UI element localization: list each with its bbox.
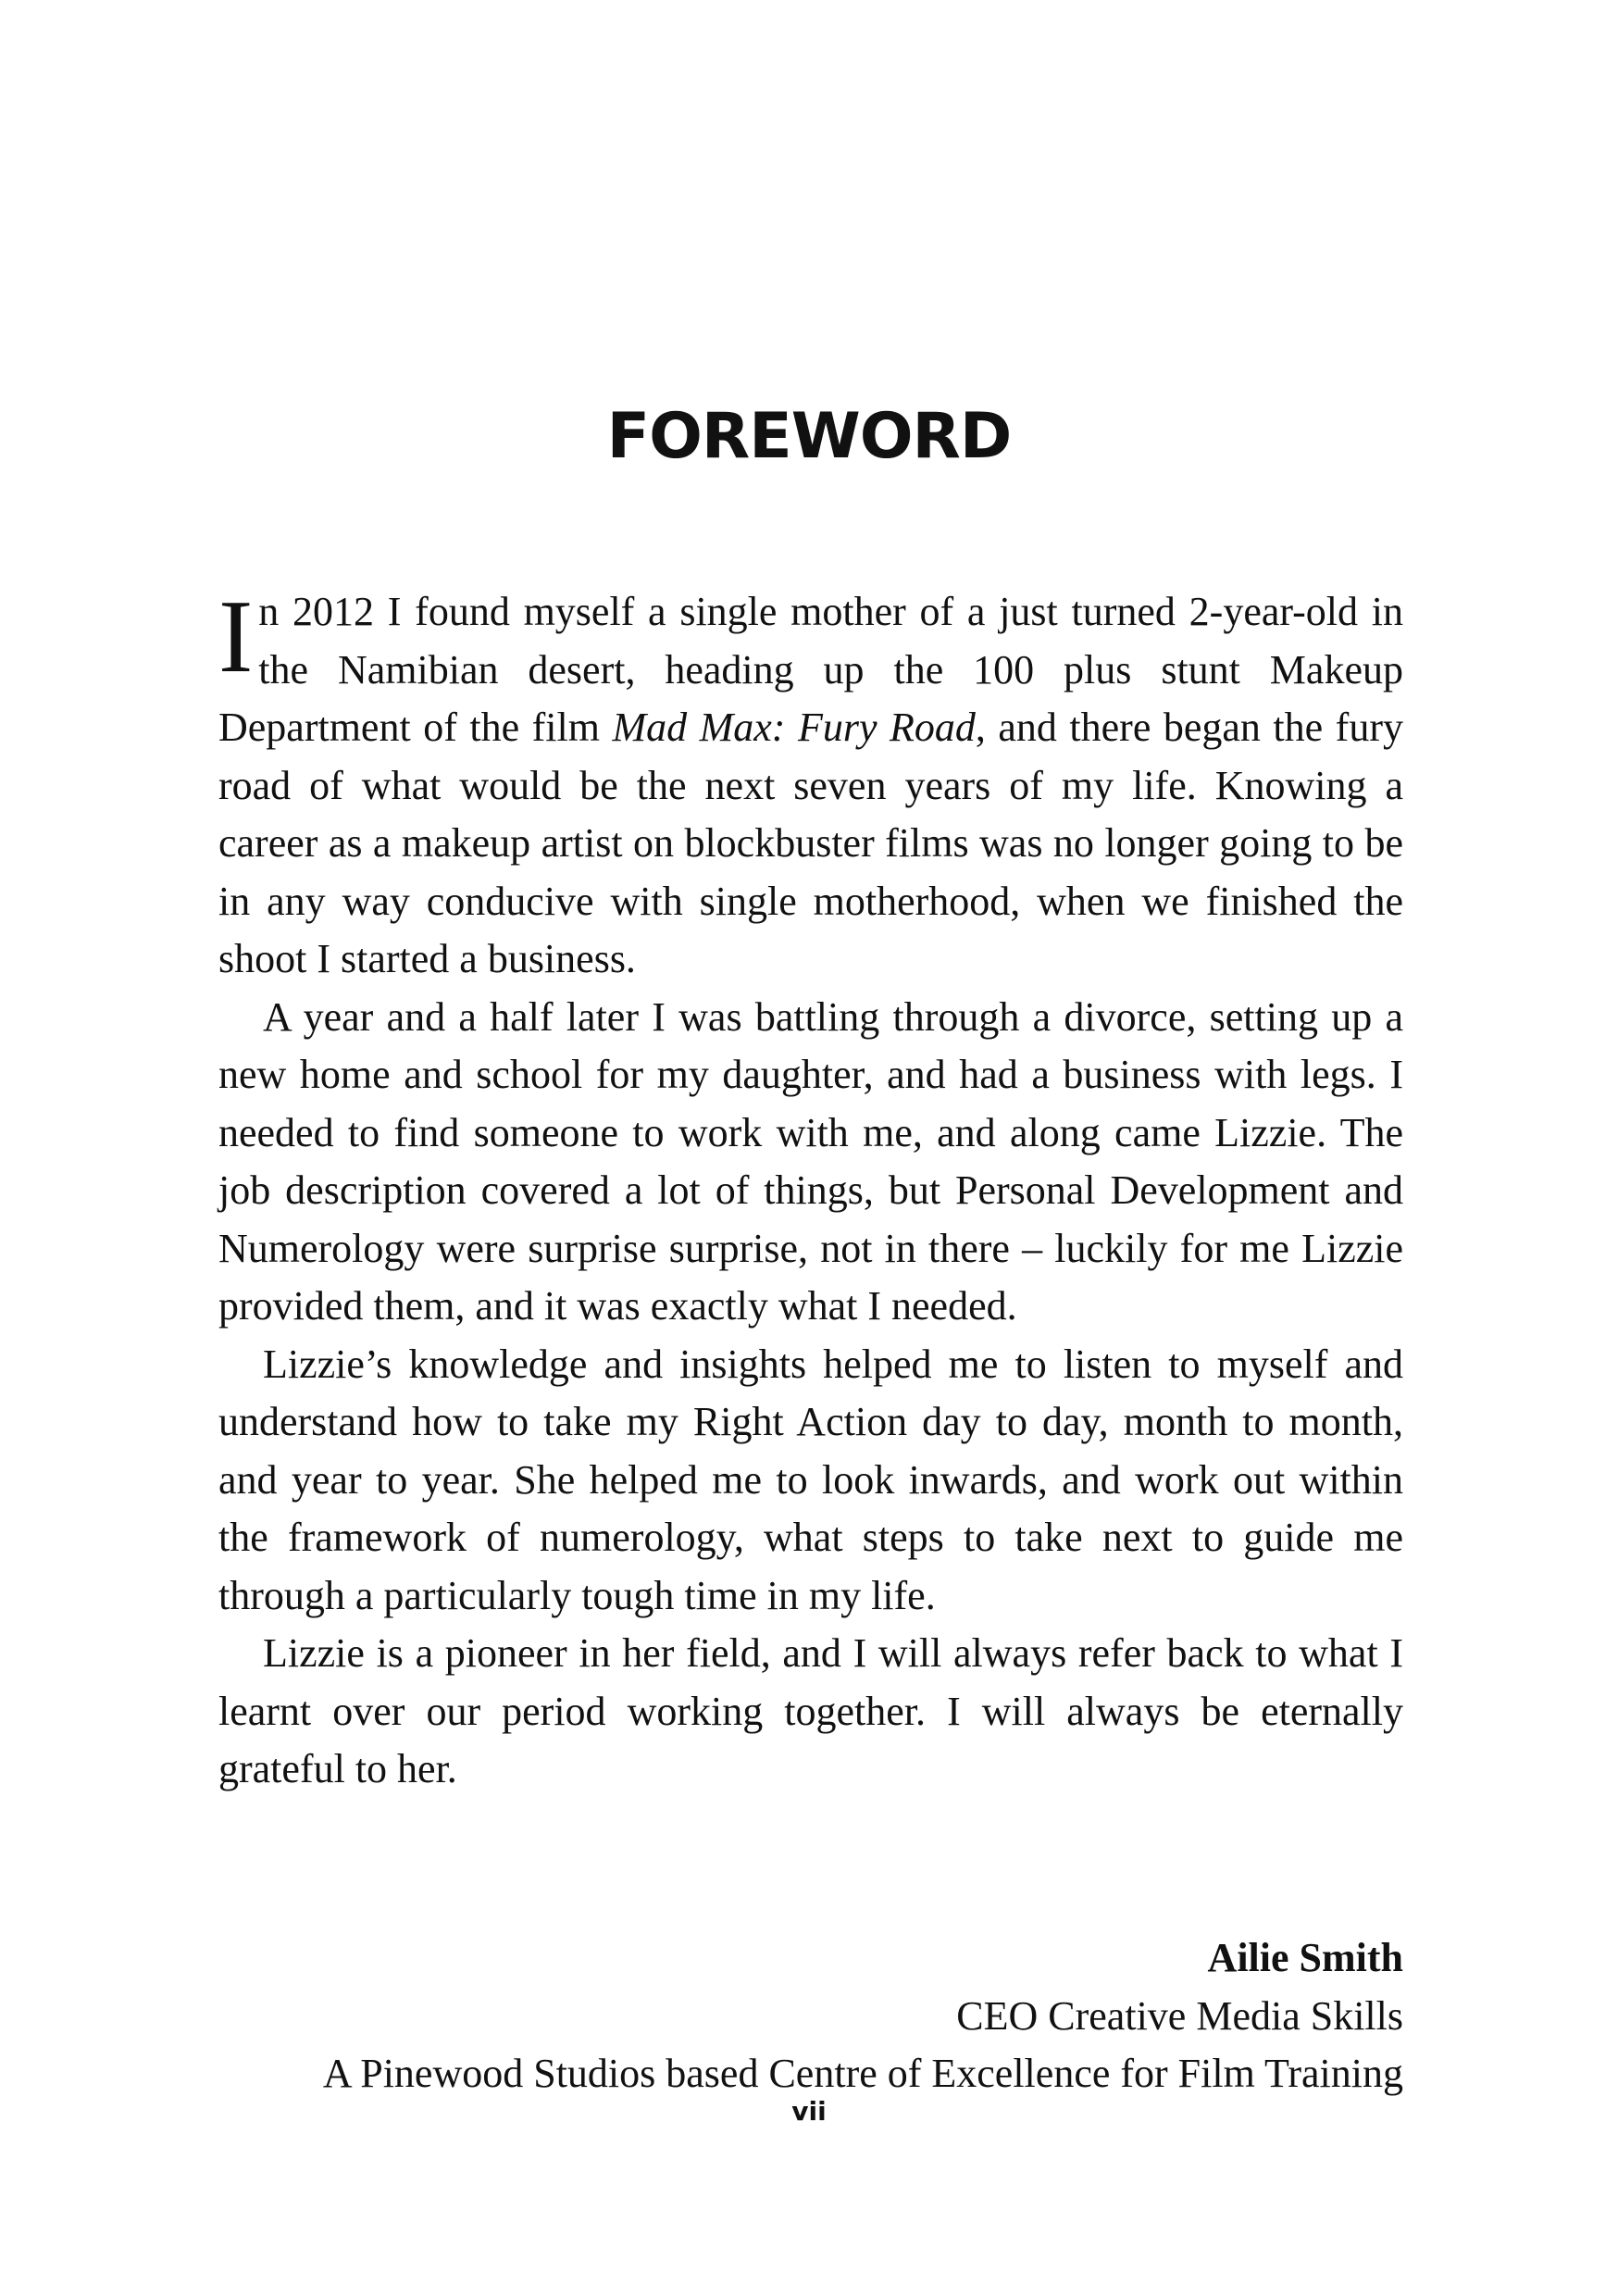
page-number: vii: [791, 2096, 827, 2127]
page-title: FOREWORD: [606, 400, 1012, 473]
paragraph-1-text-start: n 2012 I found myself a single mother of a just turned 2-year-old in the Namibian desert, heading up the 100 plus stunt Makeup Department of the film: [218, 589, 1403, 750]
signature-organization: A Pinewood Studios based Centre of Excellence for Film Training: [322, 2051, 1403, 2096]
paragraph-3: Lizzie’s knowledge and insights helped me to listen to myself and understand how to take my Right Action day to day, month to month, and year to year. She helped me to look inwards, and work out within the framework of numerology, what steps to take next to guide me through a particularly tough time in my life.: [218, 1341, 1403, 1618]
drop-cap: I: [218, 580, 254, 694]
paragraph-4: Lizzie is a pioneer in her field, and I will always refer back to what I learnt over our period working together. I will always be eternally grateful to her.: [218, 1630, 1403, 1791]
signature-name: Ailie Smith: [1207, 1935, 1403, 1980]
film-title: Mad Max: Fury Road: [612, 705, 976, 750]
paragraph-2: A year and a half later I was battling through a divorce, setting up a new home and school for my daughter, and had a business with legs. I needed to find someone to work with me, and along came Lizzie. The job description covered a lot of things, but Personal Development and Numerology were surprise surprise, not in there – luckily for me Lizzie provided them, and it was exactly what I needed.: [218, 993, 1403, 1329]
signature-role: CEO Creative Media Skills: [956, 1992, 1403, 2039]
signature-block: [218, 1929, 1403, 2103]
foreword-body: [218, 580, 1403, 1799]
paragraph-1: [218, 580, 1403, 989]
paragraph-1-text-end: , and there began the fury road of what would be the next seven years of my life. Knowing a career as a makeup artist on blockbuster films was no longer going to be in any way conducive with single motherhood, when we finished the shoot I started a business.: [218, 705, 1403, 981]
